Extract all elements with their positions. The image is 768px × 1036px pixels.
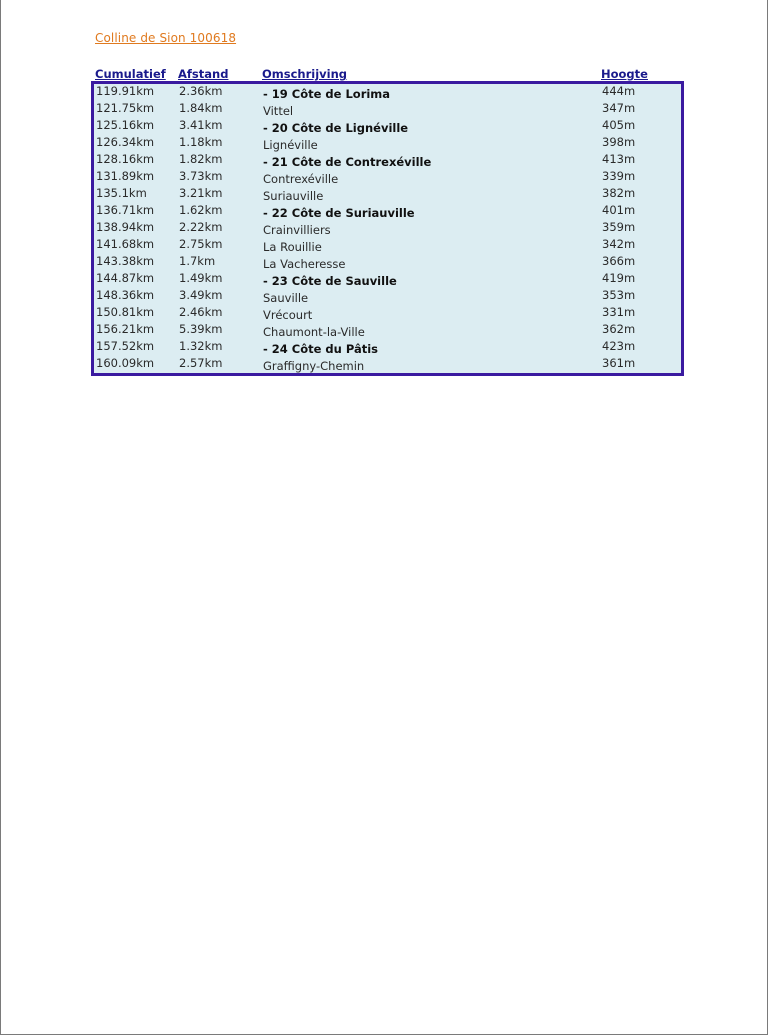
table-row	[94, 356, 681, 373]
cell-cumulatief: 160.09km	[96, 356, 155, 370]
header-omschrijving: Omschrijving	[262, 67, 348, 81]
table-row	[94, 305, 681, 322]
cell-afstand: 5.39km	[179, 322, 223, 336]
cell-afstand: 1.84km	[179, 101, 223, 115]
cell-omschrijving: Crainvilliers	[263, 223, 331, 237]
cell-omschrijving: Sauville	[263, 291, 309, 305]
cell-hoogte: 366m	[602, 254, 636, 268]
cell-hoogte: 398m	[602, 135, 636, 149]
cell-cumulatief: 141.68km	[96, 237, 155, 251]
table-row	[94, 186, 681, 203]
cell-hoogte: 347m	[602, 101, 636, 115]
cell-afstand: 2.22km	[179, 220, 223, 234]
cell-hoogte: 342m	[602, 237, 636, 251]
table-row	[94, 169, 681, 186]
cell-afstand: 3.21km	[179, 186, 223, 200]
cell-omschrijving: Vrécourt	[263, 308, 313, 322]
cell-afstand: 1.18km	[179, 135, 223, 149]
table-row	[94, 118, 681, 135]
header-hoogte: Hoogte	[601, 67, 648, 81]
cell-cumulatief: 119.91km	[96, 84, 155, 98]
cell-cumulatief: 125.16km	[96, 118, 155, 132]
cell-cumulatief: 121.75km	[96, 101, 155, 115]
cell-omschrijving: Graffigny-Chemin	[263, 359, 365, 373]
cell-hoogte: 419m	[602, 271, 636, 285]
cell-hoogte: 405m	[602, 118, 636, 132]
table-row	[94, 237, 681, 254]
cell-afstand: 1.62km	[179, 203, 223, 217]
table-row	[94, 135, 681, 152]
cell-omschrijving: - 22 Côte de Suriauville	[263, 206, 415, 220]
cell-afstand: 3.49km	[179, 288, 223, 302]
cell-cumulatief: 128.16km	[96, 152, 155, 166]
cell-hoogte: 382m	[602, 186, 636, 200]
cell-cumulatief: 156.21km	[96, 322, 155, 336]
cell-cumulatief: 131.89km	[96, 169, 155, 183]
table-row	[94, 339, 681, 356]
route-table	[91, 81, 684, 376]
cell-afstand: 3.73km	[179, 169, 223, 183]
table-row	[94, 203, 681, 220]
cell-hoogte: 423m	[602, 339, 636, 353]
table-header	[95, 67, 685, 82]
cell-hoogte: 401m	[602, 203, 636, 217]
cell-hoogte: 413m	[602, 152, 636, 166]
cell-cumulatief: 148.36km	[96, 288, 155, 302]
cell-afstand: 2.46km	[179, 305, 223, 319]
cell-cumulatief: 150.81km	[96, 305, 155, 319]
cell-hoogte: 353m	[602, 288, 636, 302]
cell-cumulatief: 144.87km	[96, 271, 155, 285]
cell-hoogte: 362m	[602, 322, 636, 336]
cell-omschrijving: - 20 Côte de Lignéville	[263, 121, 409, 135]
table-row	[94, 254, 681, 271]
cell-hoogte: 361m	[602, 356, 636, 370]
cell-hoogte: 339m	[602, 169, 636, 183]
cell-cumulatief: 135.1km	[96, 186, 147, 200]
cell-omschrijving: - 21 Côte de Contrexéville	[263, 155, 432, 169]
cell-cumulatief: 126.34km	[96, 135, 155, 149]
table-row	[94, 288, 681, 305]
cell-omschrijving: Lignéville	[263, 138, 318, 152]
cell-afstand: 2.36km	[179, 84, 223, 98]
cell-hoogte: 331m	[602, 305, 636, 319]
cell-omschrijving: Contrexéville	[263, 172, 339, 186]
cell-afstand: 3.41km	[179, 118, 223, 132]
table-row	[94, 271, 681, 288]
cell-hoogte: 444m	[602, 84, 636, 98]
cell-cumulatief: 143.38km	[96, 254, 155, 268]
cell-omschrijving: La Rouillie	[263, 240, 322, 254]
cell-cumulatief: 138.94km	[96, 220, 155, 234]
table-row	[94, 152, 681, 169]
table-row	[94, 322, 681, 339]
cell-afstand: 2.57km	[179, 356, 223, 370]
table-row	[94, 84, 681, 101]
header-afstand: Afstand	[178, 67, 229, 81]
cell-omschrijving: - 23 Côte de Sauville	[263, 274, 397, 288]
cell-omschrijving: Suriauville	[263, 189, 324, 203]
cell-afstand: 1.49km	[179, 271, 223, 285]
table-row	[94, 220, 681, 237]
header-cumulatief: Cumulatief	[95, 67, 166, 81]
cell-omschrijving: La Vacheresse	[263, 257, 346, 271]
cell-omschrijving: - 24 Côte du Pâtis	[263, 342, 379, 356]
cell-cumulatief: 157.52km	[96, 339, 155, 353]
cell-omschrijving: - 19 Côte de Lorima	[263, 87, 391, 101]
cell-omschrijving: Vittel	[263, 104, 294, 118]
cell-afstand: 1.32km	[179, 339, 223, 353]
table-row	[94, 101, 681, 118]
cell-afstand: 1.7km	[179, 254, 216, 268]
cell-hoogte: 359m	[602, 220, 636, 234]
title-link[interactable]: Colline de Sion 100618	[95, 31, 237, 45]
cell-cumulatief: 136.71km	[96, 203, 155, 217]
cell-omschrijving: Chaumont-la-Ville	[263, 325, 365, 339]
cell-afstand: 1.82km	[179, 152, 223, 166]
cell-afstand: 2.75km	[179, 237, 223, 251]
